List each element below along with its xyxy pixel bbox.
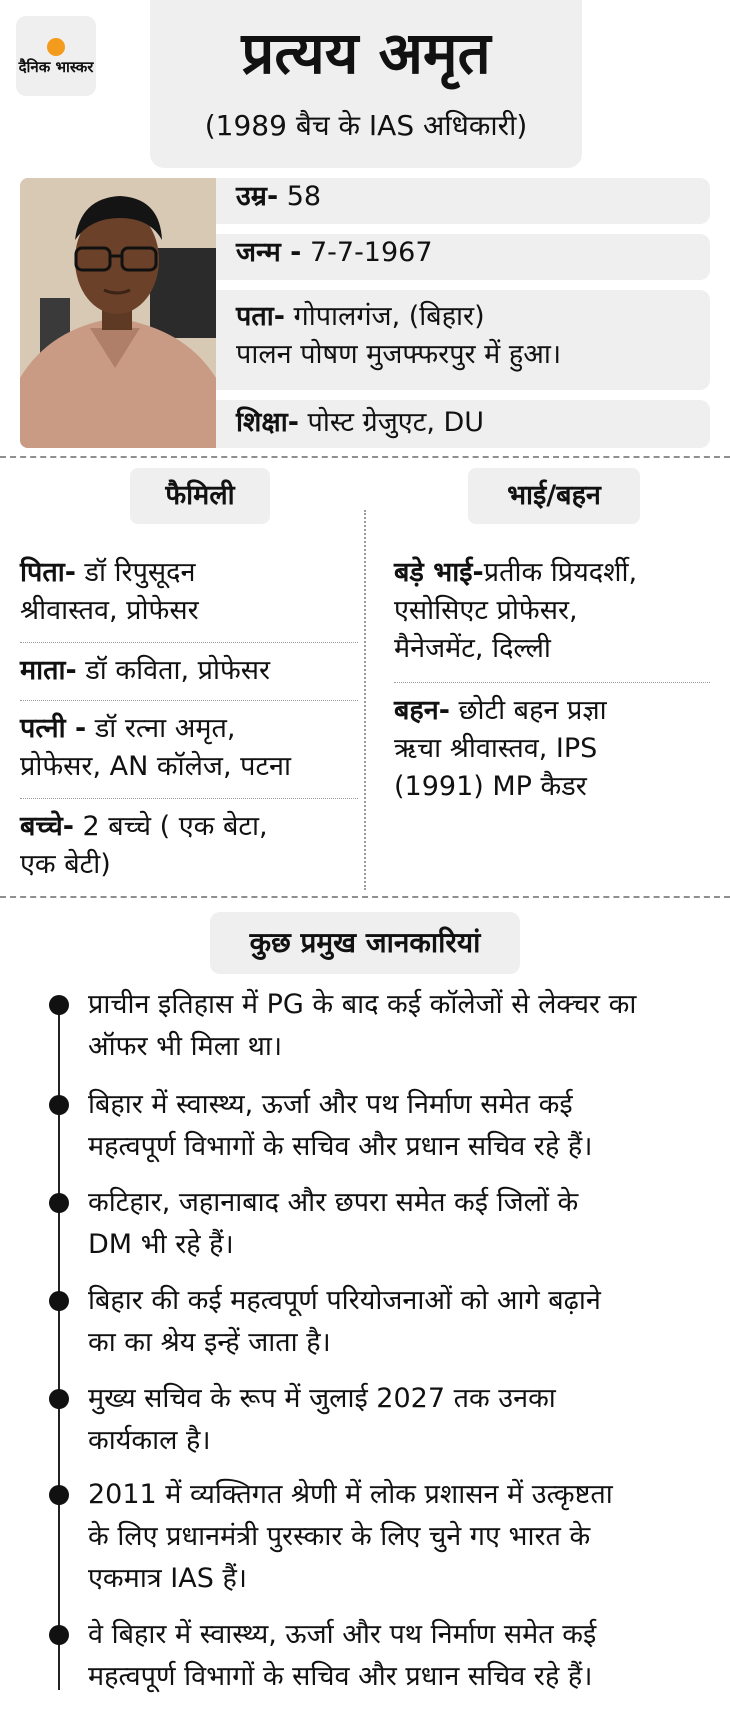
fact-line-2: DM भी रहे हैं। xyxy=(88,1229,234,1260)
bullet-icon xyxy=(49,1625,69,1645)
bullet-icon xyxy=(49,995,69,1015)
fact-line-1: प्राचीन इतिहास में PG के बाद कई कॉलेजों से लेक्चर का xyxy=(88,989,637,1020)
brother-value: प्रतीक प्रियदर्शी, xyxy=(483,557,638,588)
education-label: शिक्षा- xyxy=(236,407,299,438)
fact-item xyxy=(88,1474,718,1600)
sun-icon xyxy=(47,38,65,56)
children-entry xyxy=(20,808,360,884)
brother-line3: मैनेजमेंट, दिल्ली xyxy=(394,633,551,664)
list-separator xyxy=(20,700,358,701)
education-value: पोस्ट ग्रेजुएट, DU xyxy=(307,407,485,438)
list-separator xyxy=(20,798,358,799)
fact-line-1: बिहार में स्वास्थ्य, ऊर्जा और पथ निर्माण समेत कई xyxy=(88,1089,573,1120)
brother-label: बड़े भाई- xyxy=(394,557,484,588)
bullet-icon xyxy=(49,1291,69,1311)
wife-label: पत्नी - xyxy=(20,713,87,744)
sister-entry xyxy=(394,692,714,806)
father-value: डॉ रिपुसूदन xyxy=(84,557,196,588)
fact-line-2: का का श्रेय इन्हें जाता है। xyxy=(88,1327,331,1358)
list-separator xyxy=(20,642,358,643)
fact-item xyxy=(88,1182,718,1266)
column-divider xyxy=(364,510,366,890)
fact-line-2: महत्वपूर्ण विभागों के सचिव और प्रधान सचिव रहे हैं। xyxy=(88,1661,593,1692)
fact-line-1: कटिहार, जहानाबाद और छपरा समेत कई जिलों के xyxy=(88,1187,579,1218)
address-label: पता- xyxy=(236,301,285,332)
bullet-icon xyxy=(49,1485,69,1505)
siblings-heading: भाई/बहन xyxy=(468,468,640,524)
sister-label: बहन- xyxy=(394,695,450,726)
mother-label: माता- xyxy=(20,655,77,686)
father-label: पिता- xyxy=(20,557,76,588)
portrait-illustration xyxy=(20,178,216,448)
children-label: बच्चे- xyxy=(20,811,74,842)
fact-item xyxy=(88,1378,718,1462)
fact-line-1: बिहार की कई महत्वपूर्ण परियोजनाओं को आगे बढ़ाने xyxy=(88,1285,601,1316)
sister-line2: ऋचा श्रीवास्तव, IPS xyxy=(394,733,598,764)
birth-row xyxy=(216,234,710,280)
age-value: 58 xyxy=(286,181,322,212)
address-line2: पालन पोषण मुजफ्फरपुर में हुआ। xyxy=(236,339,562,370)
brother-entry xyxy=(394,554,714,668)
wife-value: डॉ रत्ना अमृत, xyxy=(94,713,236,744)
address-row xyxy=(216,290,710,390)
mother-entry xyxy=(20,652,360,690)
page-title: प्रत्यय अमृत xyxy=(241,19,491,87)
fact-item xyxy=(88,1614,718,1698)
section-divider xyxy=(0,456,730,458)
mother-value: डॉ कविता, प्रोफेसर xyxy=(85,655,271,686)
bullet-icon xyxy=(49,1389,69,1409)
fact-item xyxy=(88,984,718,1068)
brand-logo xyxy=(16,16,96,96)
children-value: 2 बच्चे ( एक बेटा, xyxy=(82,811,268,842)
title-panel xyxy=(150,0,582,168)
fact-line-1: 2011 में व्यक्तिगत श्रेणी में लोक प्रशासन में उत्कृष्टता xyxy=(88,1479,613,1510)
birth-label: जन्म - xyxy=(236,237,302,268)
fact-line-1: वे बिहार में स्वास्थ्य, ऊर्जा और पथ निर्माण समेत कई xyxy=(88,1619,597,1650)
father-entry xyxy=(20,554,360,630)
children-line2: एक बेटी) xyxy=(20,849,111,880)
age-label: उम्र- xyxy=(236,181,279,212)
fact-line-2: के लिए प्रधानमंत्री पुरस्कार के लिए चुने गए भारत के xyxy=(88,1521,591,1552)
father-line2: श्रीवास्तव, प्रोफेसर xyxy=(20,595,199,626)
brother-line2: एसोसिएट प्रोफेसर, xyxy=(394,595,578,626)
list-separator xyxy=(394,682,710,683)
bullet-icon xyxy=(49,1095,69,1115)
fact-line-2: कार्यकाल है। xyxy=(88,1425,211,1456)
section-divider xyxy=(0,896,730,898)
education-row xyxy=(216,400,710,448)
wife-entry xyxy=(20,710,360,786)
fact-item xyxy=(88,1280,718,1364)
fact-item xyxy=(88,1084,718,1168)
fact-line-3: एकमात्र IAS हैं। xyxy=(88,1563,248,1594)
brand-logo-text: दैनिक भास्कर xyxy=(18,57,94,76)
portrait-photo xyxy=(20,178,216,448)
fact-line-1: मुख्य सचिव के रूप में जुलाई 2027 तक उनका xyxy=(88,1383,556,1414)
address-value: गोपालगंज, (बिहार) xyxy=(293,301,485,332)
fact-line-2: महत्वपूर्ण विभागों के सचिव और प्रधान सचिव रहे हैं। xyxy=(88,1131,593,1162)
sister-line3: (1991) MP कैडर xyxy=(394,771,587,802)
fact-line-2: ऑफर भी मिला था। xyxy=(88,1031,283,1062)
sister-value: छोटी बहन प्रज्ञा xyxy=(458,695,607,726)
birth-value: 7-7-1967 xyxy=(309,237,433,268)
facts-heading: कुछ प्रमुख जानकारियां xyxy=(210,912,520,974)
age-row xyxy=(216,178,710,224)
family-heading: फैमिली xyxy=(130,468,270,524)
bullet-icon xyxy=(49,1193,69,1213)
wife-line2: प्रोफेसर, AN कॉलेज, पटना xyxy=(20,751,292,782)
page-subtitle: (1989 बैच के IAS अधिकारी) xyxy=(204,109,528,142)
